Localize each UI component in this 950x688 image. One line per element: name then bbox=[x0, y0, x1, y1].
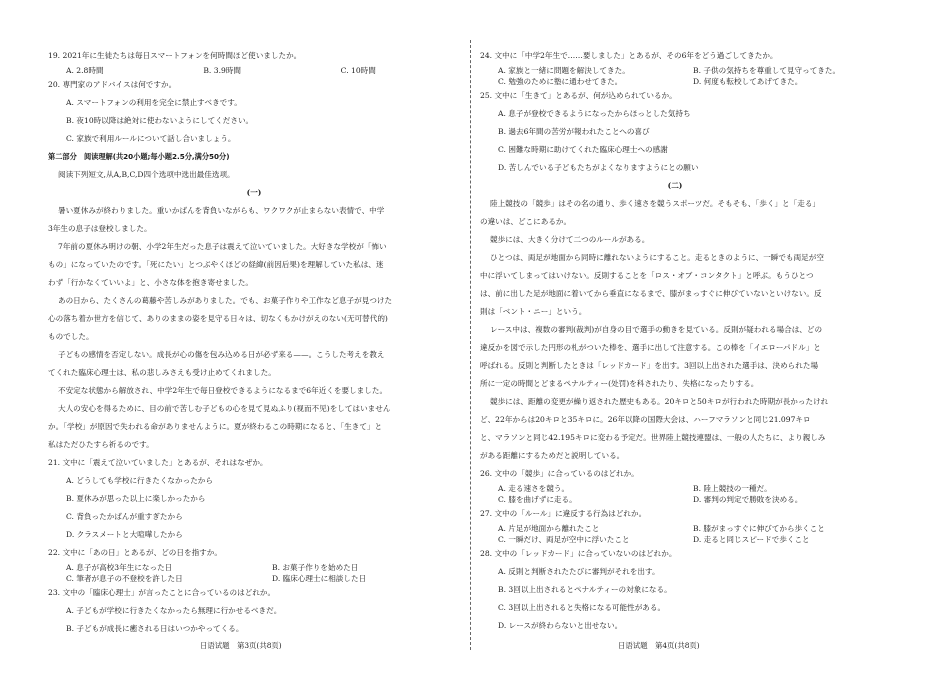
passage-2-line: 所に一定の時間とどまるペナルティー(处罚)を科されたり、失格になったりする。 bbox=[480, 379, 759, 388]
q20-option-c: C. 家族で利用ルールについて話し合いましょう。 bbox=[66, 134, 236, 143]
passage-1-line: 7年前の夏休み明けの朝、小学2年生だった息子は震えて泣いていました。大好きな学校が「怖い bbox=[58, 242, 387, 251]
passage-1-title: (一) bbox=[246, 188, 262, 197]
passage-1-line: 心の落ち着か世方を信じて、ありのままの姿を見守る日々は、切なくもかけがえのない(无可替代的) bbox=[48, 314, 388, 323]
passage-2-line: がある距離にするためだと説明している。 bbox=[480, 451, 625, 460]
passage-1-line: 子どもの感情を否定しない。成長が心の傷を包み込める日が必ず来る——。こうした考えを教え bbox=[58, 350, 385, 359]
q21-option-a: A. どうしても学校に行きたくなかったから bbox=[66, 476, 213, 485]
q23-option-b: B. 子どもが成長に癒される日はいつかやってくる。 bbox=[66, 624, 244, 633]
question-24: 24. 文中に「中学2年生で……要しました」とあるが、その6年をどう過ごしてきたか。 bbox=[480, 51, 778, 60]
q23-option-a: A. 子どもが学校に行きたくなかったら無理に行かせるべきだ。 bbox=[66, 606, 282, 615]
q27-option-d: D. 走ると同じスピードで歩くこと bbox=[693, 535, 810, 544]
question-26: 26. 文中の「競歩」に合っているのはどれか。 bbox=[480, 469, 639, 478]
q24-options-row bbox=[480, 76, 870, 87]
q28-option-b: B. 3回以上出されるとペナルティーの対象になる。 bbox=[498, 585, 672, 594]
q19-option-a: A. 2.8時間 bbox=[66, 66, 104, 75]
q27-option-b: B. 膝がまっすぐに伸びてから歩くこと bbox=[693, 524, 825, 533]
passage-2-line: レース中は、複数の審判(裁判)が自身の目で選手の動きを見ている。反則が疑われる場合は、どの bbox=[490, 325, 823, 334]
q25-option-d: D. 苦しんでいる子どもたちがよくなりますようにとの願い bbox=[498, 163, 699, 172]
q26-option-a: A. 走る速さを競う。 bbox=[498, 484, 570, 493]
page-footer-right: 日语试题 第4页(共8页) bbox=[618, 641, 700, 650]
passage-1-line: 不安定な状態から解放され、中学2年生で毎日登校できるようになるまで6年近くを要しました。 bbox=[58, 386, 388, 395]
passage-1-line: 私はただひたすら祈るのです。 bbox=[48, 440, 154, 449]
passage-1-line: あの日から、たくさんの葛藤や苦しみがありました。でも、お菓子作りや工作など息子が見つけた bbox=[58, 296, 393, 305]
right-page-column bbox=[480, 47, 870, 637]
passage-2-line: 呼ばれる。反則と判断したときは「レッドカード」を出す。3回以上出された選手は、決められた場 bbox=[480, 361, 819, 370]
q24-option-c: C. 勉強のために塾に通わせてきた。 bbox=[498, 77, 623, 86]
q28-option-c: C. 3回以上出されると失格になる可能性がある。 bbox=[498, 603, 666, 612]
q28-option-a: A. 反則と判断されたたびに審判がそれを出す。 bbox=[498, 567, 660, 576]
q26-options-row bbox=[480, 494, 870, 505]
passage-1-line: わず「行かなくていいよ」と、小さな体を抱き寄せました。 bbox=[48, 278, 254, 287]
q22-option-d: D. 臨床心理士に相談した日 bbox=[272, 574, 367, 583]
passage-2-line: の違いは、どこにあるか。 bbox=[480, 217, 572, 226]
passage-1-line: ものでした。 bbox=[48, 332, 94, 341]
passage-2-line: 違反かを図で示した円形の札がついた棒を、選手に出して注意する。この棒を「イエローパドル」と bbox=[480, 343, 821, 352]
q19-option-b: B. 3.9時間 bbox=[203, 66, 241, 75]
q20-option-a: A. スマートフォンの利用を完全に禁止すべきです。 bbox=[66, 98, 242, 107]
passage-2-line: と、マラソンと同じ42.195キロに変わる予定だ。世界陸上競技連盟は、一般の人たちに、より親しみ bbox=[480, 433, 826, 442]
passage-2-line: 中に浮いてしまってはいけない。反則することを「ロス・オブ・コンタクト」と呼ぶ。もうひとつ bbox=[480, 271, 814, 280]
q26-option-b: B. 陸上競技の一種だ。 bbox=[693, 484, 772, 493]
q26-option-c: C. 膝を曲げずに走る。 bbox=[498, 495, 577, 504]
q28-option-d: D. レースが終わらないと出せない。 bbox=[498, 621, 623, 630]
passage-1-line: もの」になっていたのです。「死にたい」とつぶやくほどの経緯(前因后果)を理解していた私は、迷 bbox=[48, 260, 384, 269]
passage-2-line: 競歩には、大きく分けて二つのルールがある。 bbox=[490, 235, 650, 244]
passage-2-line: ひとつは、両足が地面から同時に離れないようにすること。走るときのように、一瞬でも両足が空 bbox=[490, 253, 824, 262]
q26-options-row bbox=[480, 483, 870, 494]
page-footer-left: 日语试题 第3页(共8页) bbox=[200, 641, 282, 650]
passage-2-line: ど、22年からは20キロと35キロに。26年以降の国際大会は、ハーフマラソンと同じ21.097キロ bbox=[480, 415, 811, 424]
q19-option-c: C. 10時間 bbox=[340, 66, 376, 75]
q22-options-row bbox=[48, 573, 460, 584]
passage-2-line: 競歩には、距離の変更が繰り返された歴史もある。20キロと50キロが行われた時期が長かったけれ bbox=[490, 397, 829, 406]
passage-1-line: 暑い夏休みが終わりました。重いかばんを背負いながらも、ワクワクが止まらない表情で、中学 bbox=[58, 206, 385, 215]
question-20: 20. 専門家のアドバイスは何ですか。 bbox=[48, 80, 177, 89]
section-heading: 第二部分 阅读理解(共20小题;每小题2.5分,满分50分) bbox=[48, 152, 230, 161]
passage-2-line: 則は「ベント・ニー」という。 bbox=[480, 307, 587, 316]
q22-option-b: B. お菓子作りを始めた日 bbox=[272, 563, 359, 572]
question-21: 21. 文中に「震えて泣いていました」とあるが、それはなぜか。 bbox=[48, 458, 268, 467]
q27-options-row bbox=[480, 534, 870, 545]
q24-options-row bbox=[480, 65, 870, 76]
passage-1-line: 大人の安心を得るために、目の前で苦しむ子どもの心を見て見ぬふり(视而不见)をしてはいません bbox=[58, 404, 391, 413]
left-page-column bbox=[48, 47, 460, 637]
question-28: 28. 文中の「レッドカード」に合っていないのはどれか。 bbox=[480, 549, 677, 558]
question-27: 27. 文中の「ルール」に違反する行為はどれか。 bbox=[480, 509, 647, 518]
q19-options bbox=[48, 65, 460, 76]
passage-1-line: か。「学校」が原因で失われる命がありませんように。夏が終わるこの時期になると、「生きて」と bbox=[48, 422, 383, 431]
q24-option-a: A. 家族と一緒に問題を解決してきた。 bbox=[498, 66, 630, 75]
q20-option-b: B. 夜10時以降は絶対に使わないようにしてください。 bbox=[66, 116, 254, 125]
q27-option-c: C. 一瞬だけ、両足が空中に浮いたこと bbox=[498, 535, 630, 544]
q21-option-c: C. 背負ったかばんが重すぎたから bbox=[66, 512, 183, 521]
page-divider bbox=[470, 40, 471, 650]
q25-option-b: B. 過去6年間の苦労が報われたことへの喜び bbox=[498, 127, 650, 136]
question-19: 19. 2021年に生徒たちは毎日スマートフォンを何時間ほど使いましたか。 bbox=[48, 51, 302, 60]
q24-option-b: B. 子供の気持ちを尊重して見守ってきた。 bbox=[693, 66, 841, 75]
q22-option-c: C. 筆者が息子の不登校を許した日 bbox=[66, 574, 183, 583]
q21-option-d: D. クラスメートと大喧嘩したから bbox=[66, 530, 183, 539]
q26-option-d: D. 審判の判定で勝敗を決める。 bbox=[693, 495, 803, 504]
passage-1-line: てくれた臨床心理士は、私の悲しみさえも受け止めてくれました。 bbox=[48, 368, 276, 377]
q22-option-a: A. 息子が高校3年生になった日 bbox=[66, 563, 173, 572]
section-instruction: 阅读下列短文,从A,B,C,D四个选项中选出最佳选项。 bbox=[58, 170, 235, 179]
q25-option-c: C. 困難な時期に助けてくれた臨床心理士への感謝 bbox=[498, 145, 668, 154]
q21-option-b: B. 夏休みが思った以上に楽しかったから bbox=[66, 494, 206, 503]
q24-option-d: D. 何度も転校してあげてきた。 bbox=[693, 77, 803, 86]
question-23: 23. 文中の「臨床心理士」が言ったことに合っているのはどれか。 bbox=[48, 588, 276, 597]
passage-2-title: (二) bbox=[667, 181, 683, 190]
q27-option-a: A. 片足が地面から離れたこと bbox=[498, 524, 600, 533]
passage-2-line: 陸上競技の「競歩」はその名の通り、歩く速さを競うスポーツだ。そもそも、「歩く」と「走る」 bbox=[490, 199, 821, 208]
question-22: 22. 文中に「あの日」とあるが、どの日を指すか。 bbox=[48, 548, 222, 557]
q25-option-a: A. 息子が登校できるようになったからほっとした気持ち bbox=[498, 109, 691, 118]
passage-2-line: は、前に出した足が地面に着いてから垂直になるまで、膝がまっすぐに伸びていないといけない。反 bbox=[480, 289, 822, 298]
q22-options-row bbox=[48, 562, 460, 573]
passage-1-line: 3年生の息子は登校しました。 bbox=[48, 224, 152, 233]
q27-options-row bbox=[480, 523, 870, 534]
question-25: 25. 文中に「生きて」とあるが、何が込められているか。 bbox=[480, 91, 677, 100]
